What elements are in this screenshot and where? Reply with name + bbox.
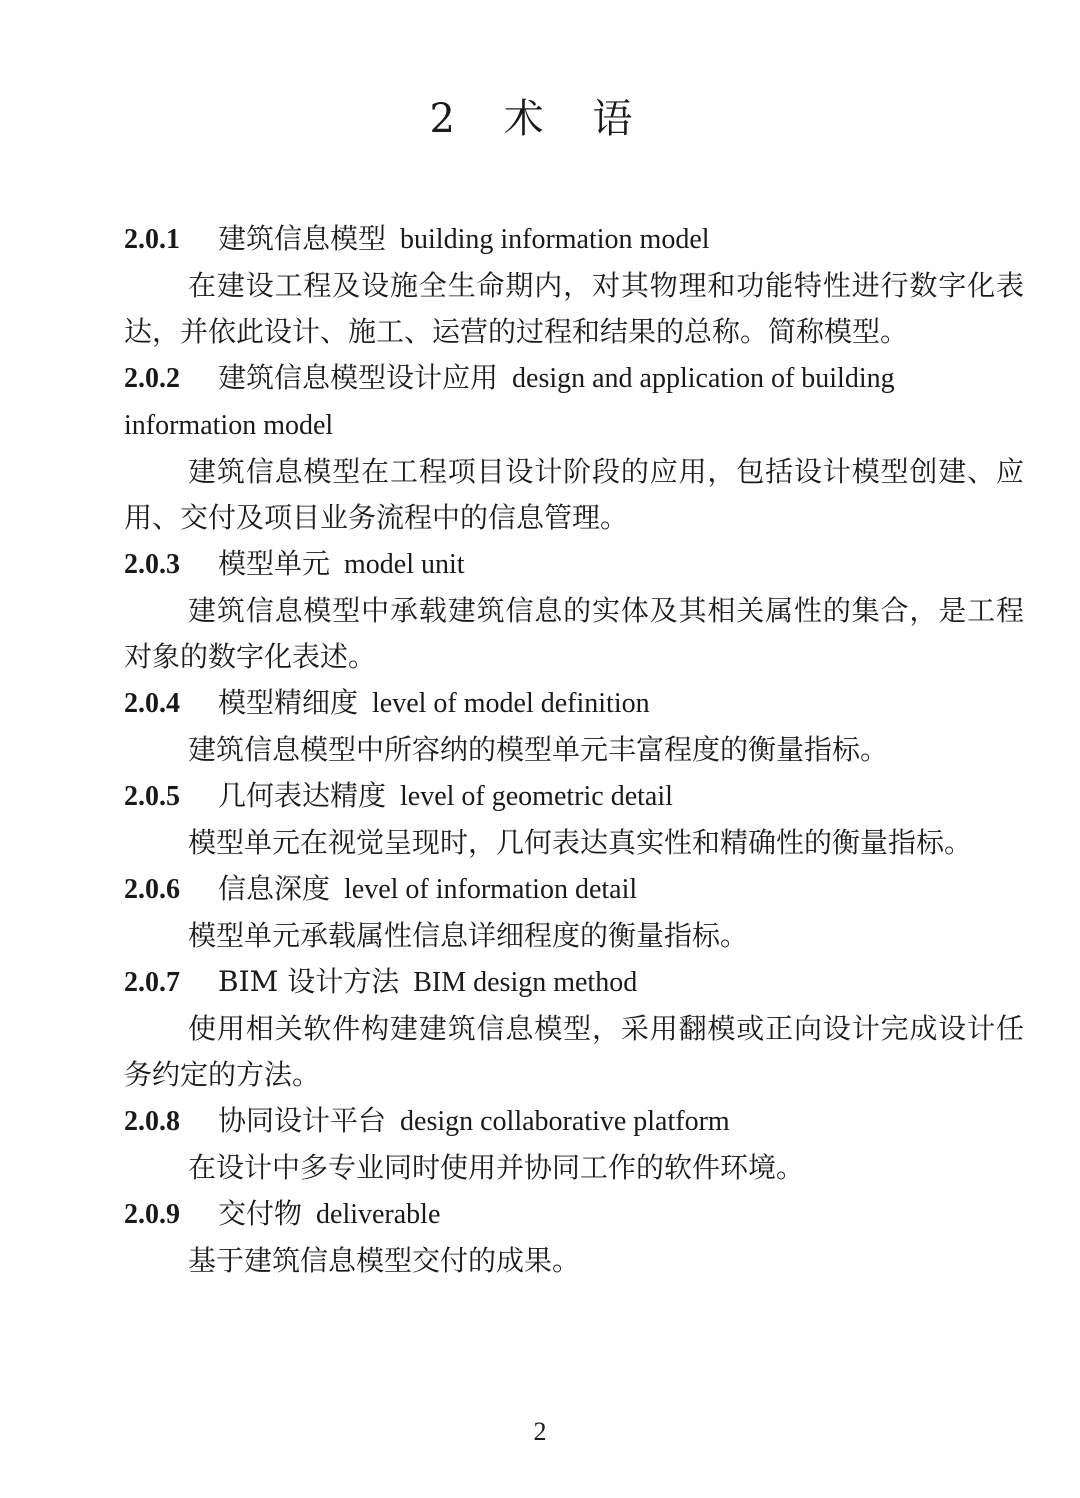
- term-entry: [124, 680, 1024, 773]
- term-entry: [124, 216, 1024, 355]
- term-number: 2.0.7: [124, 967, 180, 998]
- term-chinese: BIM 设计方法: [218, 965, 400, 998]
- term-chinese: 建筑信息模型: [218, 222, 387, 255]
- term-english: level of geometric detail: [400, 781, 673, 812]
- term-number: 2.0.4: [124, 688, 180, 719]
- page-number: 2: [533, 1417, 547, 1446]
- term-definition: 模型单元在视觉呈现时，几何表达真实性和精确性的衡量指标。: [188, 826, 973, 859]
- term-definition: 在建设工程及设施全生命期内，对其物理和功能特性进行数字化表达，并依此设计、施工、运营的过程和结果的总称。简称模型。: [124, 269, 1024, 348]
- term-english: level of model definition: [372, 688, 650, 719]
- term-heading: [124, 216, 1024, 263]
- term-chinese: 建筑信息模型设计应用: [218, 361, 499, 394]
- term-definition: 建筑信息模型中承载建筑信息的实体及其相关属性的集合，是工程对象的数字化表述。: [124, 594, 1024, 673]
- term-heading: [124, 680, 1024, 727]
- term-number: 2.0.6: [124, 874, 180, 905]
- term-heading: [124, 1098, 1024, 1145]
- terms-list: [124, 216, 1024, 1284]
- term-entry: [124, 1098, 1024, 1191]
- term-number: 2.0.5: [124, 781, 180, 812]
- term-number: 2.0.9: [124, 1199, 180, 1230]
- term-number: 2.0.2: [124, 363, 180, 394]
- chapter-title: 2 术 语: [429, 96, 651, 142]
- term-number: 2.0.1: [124, 224, 180, 255]
- term-definition: 模型单元承载属性信息详细程度的衡量指标。: [188, 919, 749, 952]
- term-heading: [124, 541, 1024, 588]
- term-chinese: 协同设计平台: [218, 1104, 387, 1137]
- term-definition: 在设计中多专业同时使用并协同工作的软件环境。: [188, 1151, 805, 1184]
- term-entry: [124, 959, 1024, 1098]
- term-english: design and application of building information model: [124, 363, 895, 441]
- term-heading: [124, 1191, 1024, 1238]
- term-chinese: 几何表达精度: [218, 779, 387, 812]
- term-definition: 基于建筑信息模型交付的成果。: [188, 1244, 581, 1277]
- term-number: 2.0.3: [124, 549, 180, 580]
- term-english: BIM design method: [413, 967, 638, 998]
- term-entry: [124, 1191, 1024, 1284]
- term-english: deliverable: [316, 1199, 441, 1230]
- term-heading: [124, 959, 1024, 1006]
- term-definition: 建筑信息模型在工程项目设计阶段的应用，包括设计模型创建、应用、交付及项目业务流程中的信息管理。: [124, 455, 1024, 534]
- term-english: model unit: [344, 549, 465, 580]
- term-chinese: 模型单元: [218, 547, 331, 580]
- term-chinese: 模型精细度: [218, 686, 359, 719]
- term-english: level of information detail: [344, 874, 638, 905]
- term-entry: [124, 541, 1024, 680]
- term-heading: [124, 773, 1024, 820]
- term-entry: [124, 355, 1024, 541]
- term-chinese: 交付物: [218, 1197, 303, 1230]
- term-entry: [124, 773, 1024, 866]
- term-definition: 建筑信息模型中所容纳的模型单元丰富程度的衡量指标。: [188, 733, 889, 766]
- term-number: 2.0.8: [124, 1106, 180, 1137]
- term-english: building information model: [400, 224, 710, 255]
- term-chinese: 信息深度: [218, 872, 331, 905]
- term-entry: [124, 866, 1024, 959]
- term-english: design collaborative platform: [400, 1106, 730, 1137]
- term-heading: [124, 355, 1024, 449]
- term-heading: [124, 866, 1024, 913]
- term-definition: 使用相关软件构建建筑信息模型，采用翻模或正向设计完成设计任务约定的方法。: [124, 1012, 1024, 1091]
